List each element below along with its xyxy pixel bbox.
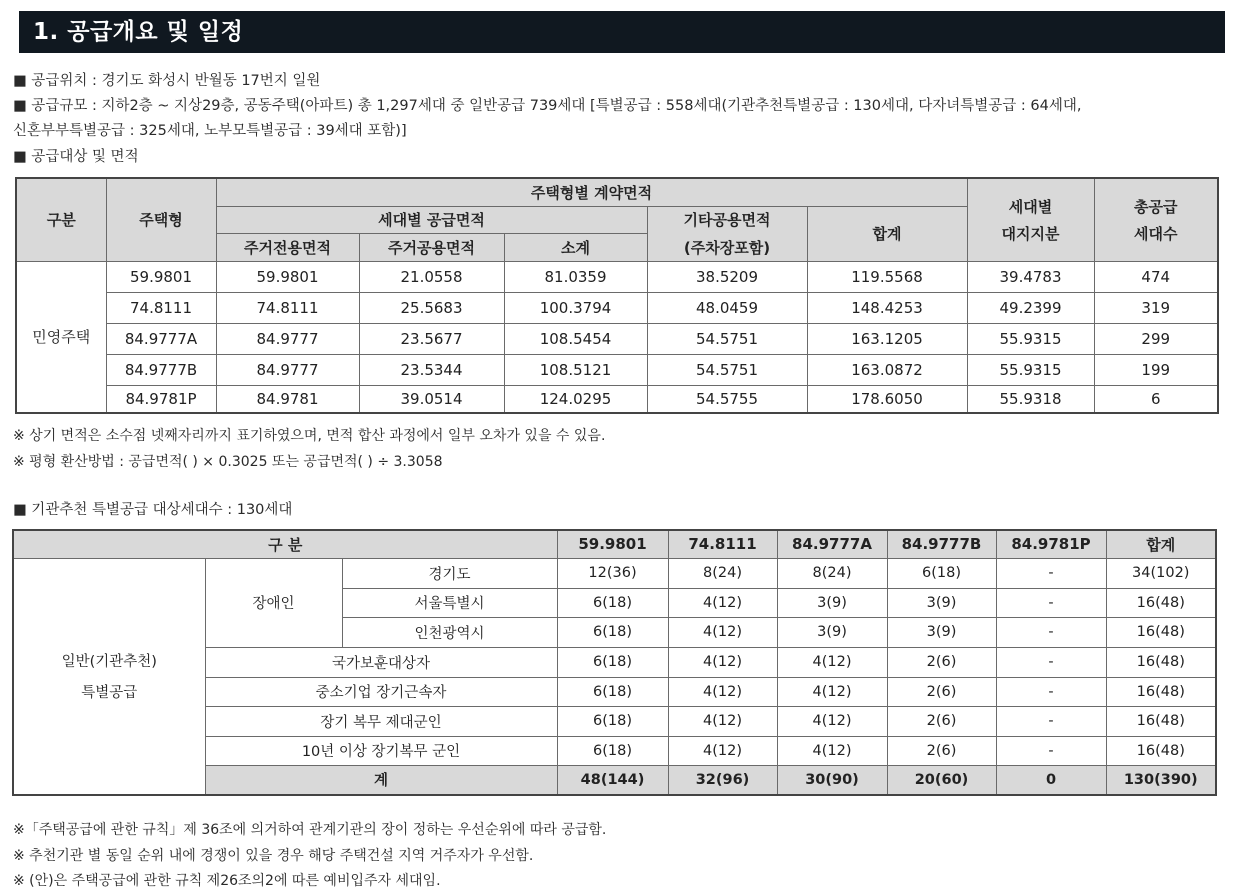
cell: 299 (1094, 323, 1218, 354)
cell: 16(48) (1106, 647, 1216, 677)
cell: 4(12) (777, 677, 887, 706)
cell: 84.9777 (216, 354, 359, 385)
area-note: ※ 상기 면적은 소수점 넷째자리까지 표기하였으며, 면적 합산 과정에서 일부 오차가 있을 수 있음. (13, 428, 606, 444)
cell: 3(9) (777, 617, 887, 647)
cell: 8(24) (777, 558, 887, 588)
total-cell: 20(60) (887, 765, 996, 795)
cell: 39.4783 (967, 261, 1094, 292)
cell: 84.9781 (216, 385, 359, 413)
pyeong-note: ※ 평형 환산방법 : 공급면적( ) × 0.3025 또는 공급면적( ) ÷ 3.3058 (13, 454, 443, 470)
cell: - (996, 558, 1106, 588)
cell: 4(12) (668, 736, 777, 765)
cell: 319 (1094, 292, 1218, 323)
cell: 2(6) (887, 647, 996, 677)
header-gubun: 구분 (16, 178, 106, 261)
header-land-share: 세대별 대지지분 (967, 178, 1094, 261)
cell: 16(48) (1106, 677, 1216, 706)
row-label: 경기도 (342, 558, 557, 588)
cell: - (996, 677, 1106, 706)
cell: 3(9) (887, 617, 996, 647)
header-gubun: 구 분 (13, 530, 557, 558)
cell: 16(48) (1106, 588, 1216, 617)
cell: 6(18) (557, 647, 668, 677)
cell: 163.1205 (807, 323, 967, 354)
header-col: 84.9777A (777, 530, 887, 558)
cell: 55.9318 (967, 385, 1094, 413)
cell: 6 (1094, 385, 1218, 413)
total-cell: 48(144) (557, 765, 668, 795)
cell: 474 (1094, 261, 1218, 292)
header-common: 주거공용면적 (359, 233, 504, 261)
total-cell: 30(90) (777, 765, 887, 795)
rule-note: ※「주택공급에 관한 규칙」제 36조에 의거하여 관계기관의 장이 정하는 우선순위에 따라 공급함. (13, 822, 607, 838)
cell: 54.5755 (647, 385, 807, 413)
cell: 4(12) (777, 647, 887, 677)
cell: 84.9781P (106, 385, 216, 413)
row-label: 중소기업 장기근속자 (205, 677, 557, 706)
area-table (15, 177, 1219, 414)
cell: 21.0558 (359, 261, 504, 292)
header-exclusive: 주거전용면적 (216, 233, 359, 261)
cell: 84.9777B (106, 354, 216, 385)
header-total-area: 합계 (807, 206, 967, 261)
cell: 3(9) (777, 588, 887, 617)
cell: 16(48) (1106, 736, 1216, 765)
institution-table (12, 529, 1217, 796)
row-label: 국가보훈대상자 (205, 647, 557, 677)
cell: 55.9315 (967, 354, 1094, 385)
cell: 23.5344 (359, 354, 504, 385)
row-label: 인천광역시 (342, 617, 557, 647)
cell: 4(12) (668, 588, 777, 617)
total-cell: 130(390) (1106, 765, 1216, 795)
cell: 59.9801 (216, 261, 359, 292)
cell: 16(48) (1106, 617, 1216, 647)
supply-scale-line-1: ■ 공급규모 : 지하2층 ~ 지상29층, 공동주택(아파트) 총 1,297세대 중 일반공급 739세대 [특별공급 : 558세대(기관추천특별공급 : 130세대, 다자녀특별공급 : 64세대, (13, 98, 1082, 114)
cell: 6(18) (557, 677, 668, 706)
cell: 25.5683 (359, 292, 504, 323)
total-cell: 0 (996, 765, 1106, 795)
header-total-units: 총공급 세대수 (1094, 178, 1218, 261)
cell: 59.9801 (106, 261, 216, 292)
cell: 81.0359 (504, 261, 647, 292)
header-col: 84.9781P (996, 530, 1106, 558)
cell: 23.5677 (359, 323, 504, 354)
cell: 4(12) (668, 647, 777, 677)
header-supply-area: 세대별 공급면적 (216, 206, 647, 233)
total-cell: 32(96) (668, 765, 777, 795)
cell: 39.0514 (359, 385, 504, 413)
header-contract-area: 주택형별 계약면적 (216, 178, 967, 206)
cell: 55.9315 (967, 323, 1094, 354)
cell: - (996, 706, 1106, 736)
cell: 6(18) (557, 617, 668, 647)
cell: - (996, 647, 1106, 677)
group-label: 일반(기관추천) 특별공급 (13, 558, 205, 795)
cell: 119.5568 (807, 261, 967, 292)
cell: - (996, 736, 1106, 765)
cell: 108.5454 (504, 323, 647, 354)
row-label: 서울특별시 (342, 588, 557, 617)
cell: 49.2399 (967, 292, 1094, 323)
cell: 3(9) (887, 588, 996, 617)
cell: 4(12) (777, 736, 887, 765)
institution-heading: ■ 기관추천 특별공급 대상세대수 : 130세대 (13, 502, 293, 518)
cell: 48.0459 (647, 292, 807, 323)
cell: 4(12) (668, 677, 777, 706)
header-subtotal: 소계 (504, 233, 647, 261)
cell: 148.4253 (807, 292, 967, 323)
row-label: 장기 복무 제대군인 (205, 706, 557, 736)
cell: - (996, 588, 1106, 617)
supply-scale-line-2: 신혼부부특별공급 : 325세대, 노부모특별공급 : 39세대 포함)] (13, 123, 407, 139)
cell: 2(6) (887, 706, 996, 736)
cell: 16(48) (1106, 706, 1216, 736)
header-col: 74.8111 (668, 530, 777, 558)
cell: 4(12) (777, 706, 887, 736)
supply-target-heading: ■ 공급대상 및 면적 (13, 149, 139, 165)
header-type: 주택형 (106, 178, 216, 261)
cell: 12(36) (557, 558, 668, 588)
cell: 34(102) (1106, 558, 1216, 588)
total-label: 계 (205, 765, 557, 795)
cell: 6(18) (887, 558, 996, 588)
header-other-common: 기타공용면적 (주차장포함) (647, 206, 807, 261)
cell: 4(12) (668, 706, 777, 736)
cell: 74.8111 (216, 292, 359, 323)
priority-note: ※ 추천기관 별 동일 순위 내에 경쟁이 있을 경우 해당 주택건설 지역 거주자가 우선함. (13, 848, 534, 864)
cell: 74.8111 (106, 292, 216, 323)
cell: 84.9777 (216, 323, 359, 354)
cell: 54.5751 (647, 323, 807, 354)
cell: 6(18) (557, 736, 668, 765)
cell: 2(6) (887, 736, 996, 765)
row-label: 10년 이상 장기복무 군인 (205, 736, 557, 765)
cell: 4(12) (668, 617, 777, 647)
cell: 38.5209 (647, 261, 807, 292)
header-col: 59.9801 (557, 530, 668, 558)
header-col: 84.9777B (887, 530, 996, 558)
cell: 163.0872 (807, 354, 967, 385)
cell: 199 (1094, 354, 1218, 385)
cell: 100.3794 (504, 292, 647, 323)
cell: 84.9777A (106, 323, 216, 354)
cell: - (996, 617, 1106, 647)
header-col: 합계 (1106, 530, 1216, 558)
cell: 54.5751 (647, 354, 807, 385)
cell: 108.5121 (504, 354, 647, 385)
cell: 6(18) (557, 588, 668, 617)
disabled-label: 장애인 (205, 558, 342, 647)
supply-location: ■ 공급위치 : 경기도 화성시 반월동 17번지 일원 (13, 73, 321, 89)
cell: 178.6050 (807, 385, 967, 413)
section-title: 1. 공급개요 및 일정 (19, 11, 1225, 53)
cell: 8(24) (668, 558, 777, 588)
cell: 124.0295 (504, 385, 647, 413)
group-label: 민영주택 (16, 261, 106, 413)
cell: 2(6) (887, 677, 996, 706)
reserve-note: ※ (안)은 주택공급에 관한 규칙 제26조의2에 따른 예비입주자 세대임. (13, 873, 441, 889)
cell: 6(18) (557, 706, 668, 736)
